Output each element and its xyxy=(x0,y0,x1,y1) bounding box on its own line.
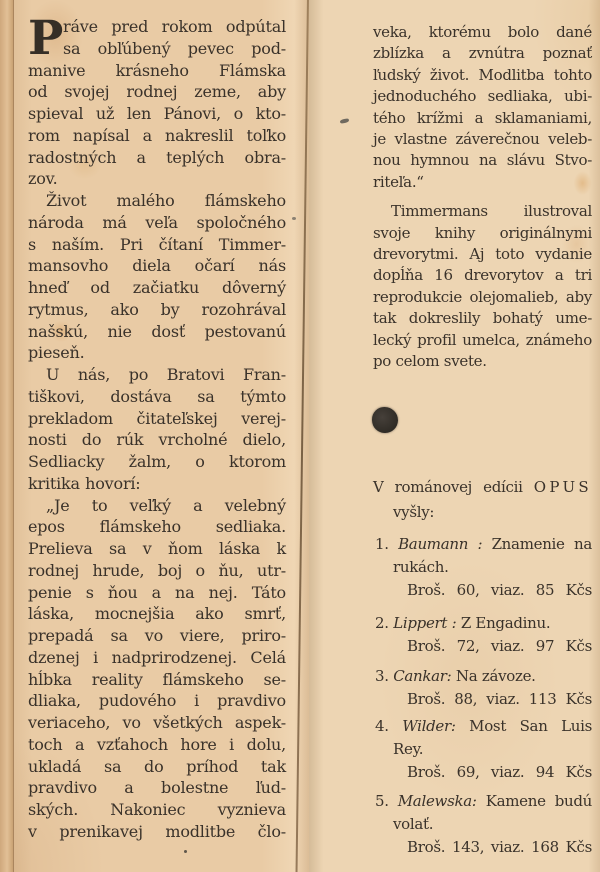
text-line: hneď od začiatku dôverný xyxy=(28,278,286,297)
list-item-book-5 xyxy=(373,790,592,860)
text-line: ukladá sa do príhod tak xyxy=(28,756,286,776)
text-line: nou hymnou na slávu Stvo- xyxy=(373,151,592,170)
book-title-line xyxy=(373,533,592,556)
book-author: Lippert : xyxy=(393,614,457,633)
paragraph-opening xyxy=(28,11,286,190)
text-line: ľudský život. Modlitba tohto xyxy=(373,65,592,84)
text-line: tiškovi, dostáva sa týmto xyxy=(28,386,286,406)
text-line: radostných a teplých obra- xyxy=(28,147,286,167)
book-title-line xyxy=(373,612,592,635)
paragraph-woodcuts xyxy=(373,201,592,372)
text-line: veriaceho, vo všetkých aspek- xyxy=(28,713,286,732)
book-title-line xyxy=(373,665,592,688)
edition-header-line2: vyšly: xyxy=(393,502,435,521)
book-number: 2. xyxy=(375,614,389,633)
book-list xyxy=(373,533,592,860)
text-line: s naším. Pri čítaní Timmer- xyxy=(28,234,286,254)
book-price: Broš. 60, viaz. 85 Kčs xyxy=(407,580,592,599)
edition-header xyxy=(373,475,592,525)
text-line: tého krížmi a sklamaniami, xyxy=(373,108,592,127)
page-edge-strip xyxy=(0,0,14,872)
text-line: prekladom čitateľskej verej- xyxy=(28,408,286,428)
text-line: dliaka, pudového i pravdivo xyxy=(28,691,286,711)
text-line: našskú, nie dosť pestovanú xyxy=(28,321,286,341)
text-line: zov. xyxy=(28,169,58,189)
book-number: 3. xyxy=(375,666,389,685)
text-line: láska, mocnejšia ako smrť, xyxy=(28,604,286,624)
text-line: od svojej rodnej zeme, aby xyxy=(28,82,286,102)
text-line: pieseň. xyxy=(28,343,85,363)
book-title: Na závoze. xyxy=(455,666,536,685)
book-number: 1. xyxy=(375,534,389,553)
book-price: Broš. 88, viaz. 113 Kčs xyxy=(407,689,592,708)
text-line: hĺbka reality flámskeho se- xyxy=(28,669,286,689)
text-line: penie s ňou a na nej. Táto xyxy=(28,582,286,602)
text-line: ráve pred rokom odpútal xyxy=(63,17,286,36)
text-line: národa má veľa spoločného xyxy=(28,212,286,232)
paragraph-translation-intro xyxy=(28,364,286,495)
book-author: Cankar: xyxy=(393,666,452,685)
text-line: zblízka a zvnútra poznať xyxy=(373,44,592,63)
text-line: U nás, po Bratovi Fran- xyxy=(46,365,286,384)
text-line: po celom svete. xyxy=(373,352,487,371)
book-number: 5. xyxy=(375,791,389,810)
list-item-book-4 xyxy=(373,715,592,785)
text-line: mansovho diela očarí nás xyxy=(28,256,286,276)
text-line: rom napísal a nakreslil toľko xyxy=(28,125,286,145)
list-item-book-1 xyxy=(373,533,592,603)
ink-speck xyxy=(292,217,296,220)
text-line: riteľa.“ xyxy=(373,172,424,191)
book-title-continuation: volať. xyxy=(393,814,434,833)
book-title-continuation: rukách. xyxy=(393,557,449,576)
text-line: jednoduchého sedliaka, ubi- xyxy=(373,87,592,106)
book-price: Broš. 143, viaz. 168 Kčs xyxy=(407,837,592,856)
text-line: lecký profil umelca, známeho xyxy=(373,330,592,349)
text-line: tak dokreslily bohatý ume- xyxy=(373,309,592,328)
text-line: epos flámskeho sedliaka. xyxy=(28,517,286,537)
list-item-book-3 xyxy=(373,665,592,711)
paragraph-life-of-flemish-nation xyxy=(28,190,286,364)
text-line: „Je to veľký a velebný xyxy=(46,495,286,515)
text-line: nosti do rúk vrcholné dielo, xyxy=(28,430,286,450)
text-line: Sedliacky žalm, o ktorom xyxy=(28,452,286,471)
book-author: Wilder: xyxy=(402,716,456,735)
edition-brand-opus: OPUS xyxy=(533,477,592,496)
book-price: Broš. 69, viaz. 94 Kčs xyxy=(407,763,592,782)
text-line: Timmermans ilustroval xyxy=(391,202,592,221)
book-title: Znamenie na xyxy=(491,534,592,553)
text-line: reprodukcie olejomalieb, aby xyxy=(373,287,592,306)
text-line: svoje knihy originálnymi xyxy=(373,223,592,242)
book-title-line xyxy=(373,790,592,813)
book-price: Broš. 72, viaz. 97 Kčs xyxy=(407,637,592,656)
text-line: kritika hovorí: xyxy=(28,473,141,493)
text-line: toch a vzťahoch hore i dolu, xyxy=(28,734,286,754)
edition-header-line1 xyxy=(373,475,592,500)
book-number: 4. xyxy=(375,716,389,735)
book-title: Z Engadinu. xyxy=(460,614,551,633)
right-page-text-column xyxy=(373,22,592,859)
section-divider-dot xyxy=(372,407,398,433)
edition-header-prefix: V románovej edícii xyxy=(373,477,523,496)
text-line: rytmus, ako by rozohrával xyxy=(28,299,286,319)
book-title-continuation: Rey. xyxy=(393,740,424,759)
text-line: v prenikavej modlitbe člo- xyxy=(28,821,286,841)
book-title: Kamene budú xyxy=(485,791,593,810)
left-page-text-column xyxy=(28,11,286,843)
text-line: manive krásneho Flámska xyxy=(28,60,286,80)
text-line: je vlastne záverečnou veleb- xyxy=(373,130,592,149)
text-line: ských. Nakoniec vyznieva xyxy=(28,800,286,819)
text-line: veka, ktorému bolo dané xyxy=(373,23,592,41)
paragraph-critic-quote xyxy=(28,495,286,843)
text-line: sa obľúbený pevec pod- xyxy=(63,38,286,58)
book-author: Malewska: xyxy=(397,791,477,810)
paragraph-quote-continuation xyxy=(373,22,592,193)
drop-cap: P xyxy=(28,11,64,66)
book-title-line xyxy=(373,715,592,738)
text-line: dopĺňa 16 drevorytov a tri xyxy=(373,266,592,285)
book-author: Baumann : xyxy=(398,534,483,553)
text-line: dzenej i nadprirodzenej. Celá xyxy=(28,647,286,667)
text-line: Život malého flámskeho xyxy=(46,191,286,210)
list-item-book-2 xyxy=(373,612,592,658)
book-title: Most San Luis xyxy=(469,716,593,735)
text-line: rodnej hrude, boj o ňu, utr- xyxy=(28,560,286,580)
text-line: Prelieva sa v ňom láska k xyxy=(28,539,286,558)
text-line: drevorytmi. Aj toto vydanie xyxy=(373,245,592,264)
text-line: prepadá sa vo viere, priro- xyxy=(28,626,286,645)
ink-speck xyxy=(184,850,187,853)
text-line: spieval už len Pánovi, o kto- xyxy=(28,104,286,123)
text-line: pravdivo a bolestne ľud- xyxy=(28,778,286,798)
